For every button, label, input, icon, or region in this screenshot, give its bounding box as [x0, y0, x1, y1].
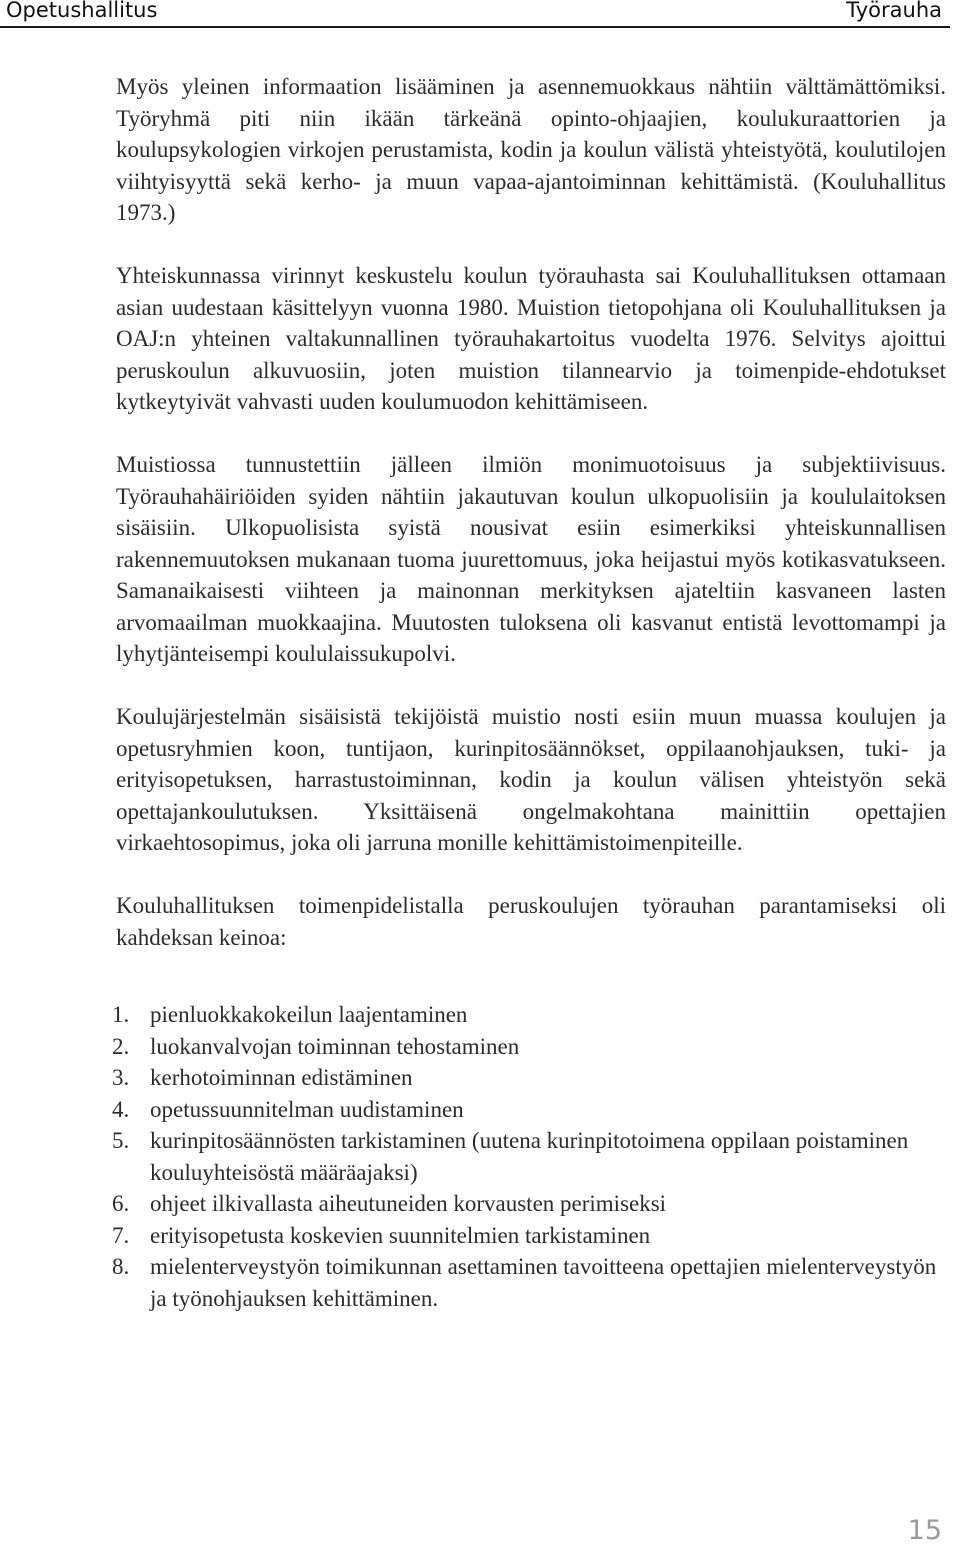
list-item-number: 5.: [112, 1128, 130, 1153]
paragraph-3: Muistiossa tunnustettiin jälleen ilmiön monimuotoisuus ja subjektiivisuus. Työrauhahäiriöiden syiden nähtiin jakautuvan koulun ulkopuolisiin ja koululaitoksen sisäisiin. Ulkopuolisista syistä nousivat esiin esimerkiksi yhteiskunnallisen rakennemuutoksen mukanaan tuoma juurettomuus, joka heijastui myös kotikasvatukseen. Samanaikaisesti viihteen ja mainonnan merkityksen ajateltiin kasvaneen lasten arvomaailman muokkaajina. Muutosten tuloksena oli kasvanut entistä levottomampi ja lyhytjänteisempi koululaissukupolvi.: [116, 452, 946, 666]
list-item: [112, 1188, 946, 1220]
list-item-text: kurinpitosäännösten tarkistaminen (uutena kurinpitotoimena oppilaan poistaminen kouluyhteisöstä määräajaksi): [150, 1128, 909, 1185]
page-number: 15: [907, 1515, 942, 1546]
list-item-number: 8.: [112, 1254, 130, 1279]
list-item-text: pienluokkakokeilun laajentaminen: [150, 1002, 468, 1027]
list-item-text: erityisopetusta koskevien suunnitelmien tarkistaminen: [150, 1222, 651, 1248]
list-item-number: 3.: [112, 1065, 130, 1090]
list-item-number: 7.: [112, 1222, 130, 1248]
header-title: Työrauha: [846, 0, 942, 22]
list-item: [112, 1125, 946, 1188]
list-item-text: mielenterveystyön toimikunnan asettaminen tavoitteena opettajien mielenterveystyön ja työnohjauksen kehittäminen.: [150, 1254, 937, 1311]
list-item: [112, 1062, 946, 1094]
header-publisher: Opetushallitus: [6, 0, 158, 22]
list-item: [112, 1031, 946, 1063]
list-item-number: 6.: [112, 1191, 130, 1216]
paragraph-2: Yhteiskunnassa virinnyt keskustelu koulun työrauhasta sai Kouluhallituksen ottamaan asian uudestaan käsittelyyn vuonna 1980. Muistion tietopohjana oli Kouluhallituksen ja OAJ:n yhteinen valtakunnallinen työrauhakartoitus vuodelta 1976. Selvitys ajoittui peruskoulun alkuvuosiin, joten muistion tilannearvio ja toimenpide-ehdotukset kytkeytyivät vahvasti uuden koulumuodon kehittämiseen.: [116, 263, 946, 414]
list-item-number: 4.: [112, 1096, 130, 1122]
list-item-number: 2.: [112, 1033, 130, 1059]
list-item-text: ohjeet ilkivallasta aiheutuneiden korvausten perimiseksi: [150, 1191, 667, 1216]
paragraph-1: Myös yleinen informaation lisääminen ja asennemuokkaus nähtiin välttämättömiksi. Työryhmä piti niin ikään tärkeänä opinto-ohjaajien, koulukuraattorien ja koulupsykologien virkojen perustamista, kodin ja koulun välistä yhteistyötä, koulutilojen viihtyisyyttä sekä kerho- ja muun vapaa-ajantoiminnan kehittämistä. (Kouluhallitus 1973.): [116, 74, 946, 225]
list-item-text: luokanvalvojan toiminnan tehostaminen: [150, 1033, 520, 1059]
paragraph-5: Kouluhallituksen toimenpidelistalla peruskoulujen työrauhan parantamiseksi oli kahdeksan keinoa:: [116, 893, 946, 950]
list-item: [112, 999, 946, 1031]
measures-list: [112, 999, 946, 1314]
list-item: [112, 1251, 946, 1314]
paragraph-4: Koulujärjestelmän sisäisistä tekijöistä muistio nosti esiin muun muassa koulujen ja opetusryhmien koon, tuntijaon, kurinpitosäännökset, oppilaanohjauksen, tuki- ja erityisopetuksen, harrastustoiminnan, kodin ja koulun välisen yhteistyön sekä opettajankoulutuksen. Yksittäisenä ongelmakohtana mainittiin opettajien virkaehtosopimus, joka oli jarruna monille kehittämistoimenpiteille.: [116, 704, 946, 855]
list-item-number: 1.: [112, 1002, 130, 1027]
running-header: [0, 0, 950, 28]
list-item: [112, 1220, 946, 1252]
list-item-text: kerhotoiminnan edistäminen: [150, 1065, 413, 1090]
body-text: [112, 71, 946, 1314]
list-item-text: opetussuunnitelman uudistaminen: [150, 1096, 464, 1122]
list-item: [112, 1094, 946, 1126]
